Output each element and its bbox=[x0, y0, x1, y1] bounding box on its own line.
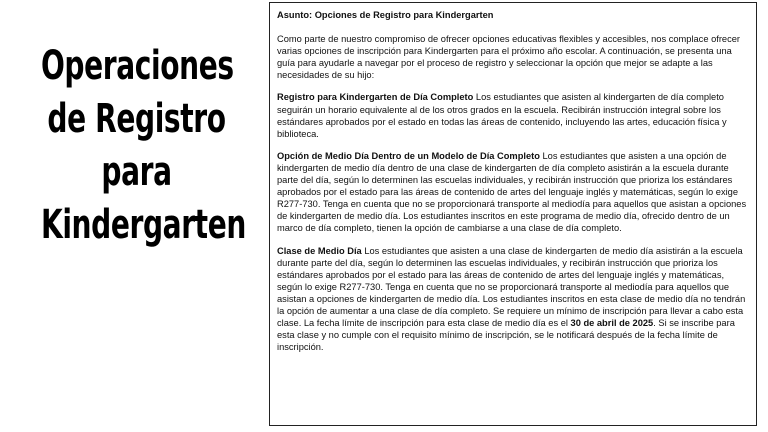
option-half-day-class-body-end: . Si se inscribe para esta clase y no cumple con el requisito mínimo de inscripción, se le notificará después de la fecha límite de inscripción. bbox=[277, 318, 735, 353]
option-half-day-within-full-heading: Opción de Medio Día Dentro de un Modelo de Día Completo bbox=[277, 150, 540, 161]
option-full-day-body: Los estudiantes que asisten al kindergarten de día completo seguirán un horario equivalente al de los otros grados en la escuela. Recibirán instrucción integral sobre los estándares aprobados por el estado en todas las áreas de contenido, incluyendo las artes, educación física y biblioteca. bbox=[277, 92, 727, 139]
option-half-day-within-full-body: Los estudiantes que asisten a una opción de kindergarten de medio día dentro de una clase de kindergarten de día completo asistirán a la escuela durante parte del día, según lo determinen las escuelas individuales, y recibirán instrucción que prioriza los estándares aprobados por el estado para las áreas de contenido de artes del lenguaje inglés y matemáticas, según lo exige R277-730. Tenga en cuenta que no se proporcionará transporte al mediodía para aquellos que asistan a opciones de kindergarten de medio día. Los estudiantes inscritos en este programa de medio día, ofrecido dentro de un marco de día completo, tienen la opción de cambiarse a una clase de día completo. bbox=[277, 150, 747, 234]
title-line-3: para bbox=[101, 149, 172, 195]
title-line-4: Kindergarten bbox=[40, 202, 246, 248]
registration-deadline: 30 de abril de 2025 bbox=[570, 318, 654, 329]
title-line-1: Operaciones bbox=[40, 43, 234, 89]
document-panel bbox=[269, 2, 757, 426]
option-full-day-heading: Registro para Kindergarten de Día Completo bbox=[277, 92, 474, 103]
option-half-day-class-body: Los estudiantes que asisten a una clase de kindergarten de medio día asistirán a la escuela durante parte del día, según lo determinen las escuelas individuales, y recibirán instrucción que prioriza los estándares aprobados por el estado para las áreas de contenido de artes del lenguaje inglés y matemáticas, según lo exige R277-730. Tenga en cuenta que no se proporcionará transporte al mediodía para aquellos que asistan a opciones de kindergarten de medio día. Los estudiantes inscritos en esta clase de medio día no tendrán la opción de aumentar a una clase de día completo. Se requiere un mínimo de inscripción para llevar a cabo esta clase. La fecha límite de inscripción para esta clase de medio día es el bbox=[277, 245, 746, 329]
page-title bbox=[40, 40, 246, 252]
title-line-2: de Registro bbox=[47, 96, 226, 142]
option-full-day bbox=[277, 91, 749, 139]
intro-paragraph: Como parte de nuestro compromiso de ofrecer opciones educativas flexibles y accesibles, nos complace ofrecer varias opciones de inscripción para Kindergarten para el próximo año escolar. A continuación, se presenta una guía para ayudarle a navegar por el proceso de registro y seleccionar la opción que mejor se adapte a las necesidades de su hijo: bbox=[277, 34, 741, 81]
document-subject: Asunto: Opciones de Registro para Kindergarten bbox=[277, 10, 494, 20]
option-half-day-within-full bbox=[277, 150, 749, 235]
option-half-day-class-heading: Clase de Medio Día bbox=[277, 245, 362, 256]
option-half-day-class bbox=[277, 245, 749, 354]
